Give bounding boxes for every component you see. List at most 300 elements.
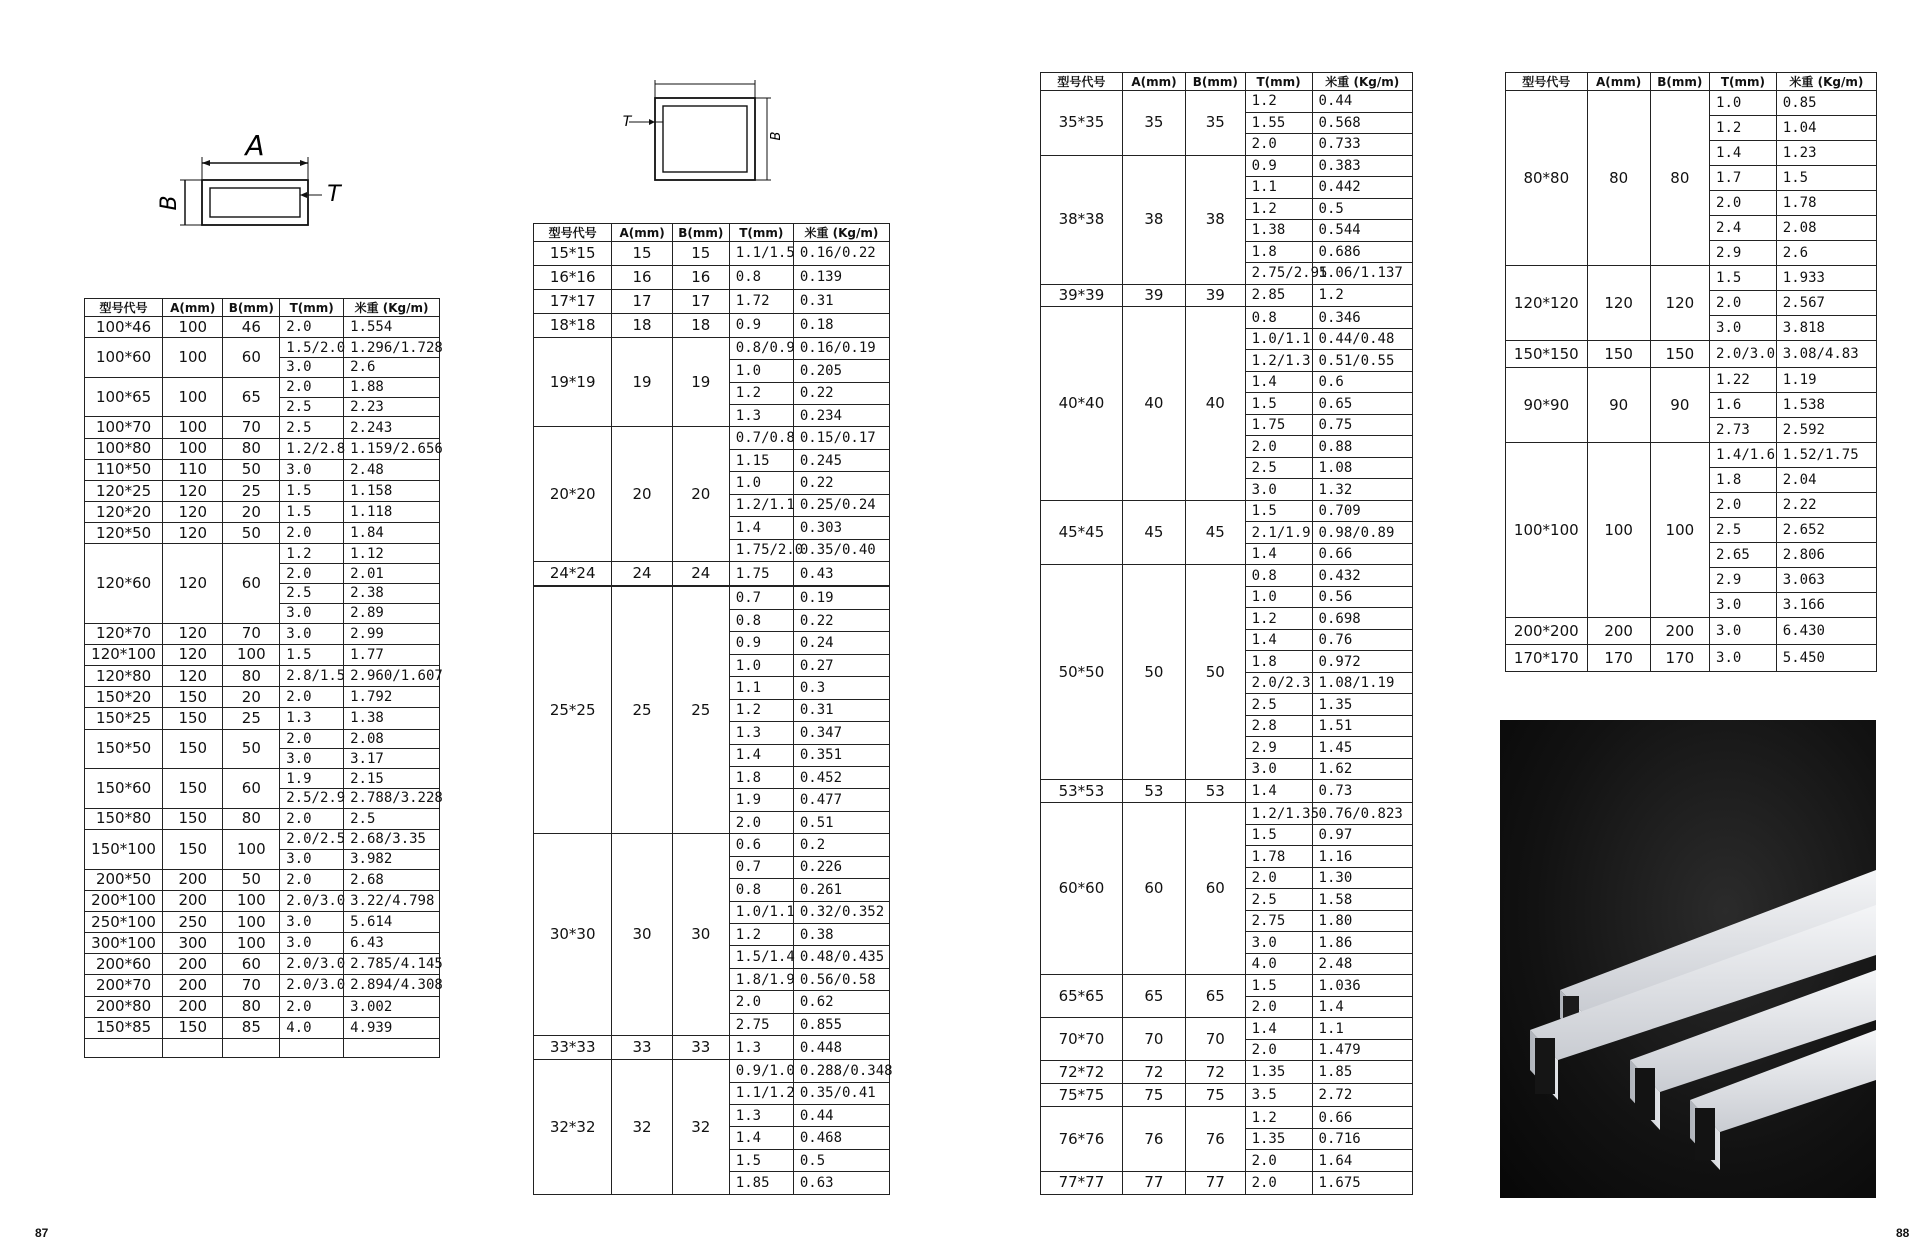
thickness-cell: 1.0: [1245, 586, 1312, 608]
weight-cell: 0.65: [1312, 393, 1412, 415]
weight-cell: 0.234: [793, 405, 889, 427]
thickness-cell: 2.0/3.0: [280, 975, 344, 996]
weight-cell: 2.99: [344, 623, 440, 644]
weight-cell: 0.432: [1312, 565, 1412, 587]
weight-cell: 0.22: [793, 609, 889, 631]
weight-cell: 0.76: [1312, 629, 1412, 651]
thickness-cell: 0.9: [729, 313, 793, 337]
model-cell: 16*16: [534, 265, 612, 289]
weight-cell: 0.698: [1312, 608, 1412, 630]
thickness-cell: 1.1/1.2: [729, 1082, 793, 1104]
thickness-cell: 2.0: [729, 811, 793, 833]
b-cell: 77: [1186, 1171, 1246, 1194]
thickness-cell: 2.73: [1710, 418, 1777, 443]
weight-cell: 1.35: [1312, 694, 1412, 716]
page-number-left: 87: [35, 1226, 49, 1240]
weight-cell: 2.48: [1312, 953, 1412, 975]
weight-cell: 2.15: [344, 769, 440, 789]
header-b: B(mm): [223, 299, 280, 317]
weight-cell: 2.785/4.145: [344, 954, 440, 975]
table-row: [534, 289, 890, 313]
weight-cell: 0.544: [1312, 220, 1412, 242]
thickness-cell: 2.5: [1245, 889, 1312, 911]
diagram-t-label: T: [327, 182, 341, 207]
thickness-cell: 1.3: [729, 1105, 793, 1127]
b-cell: 19: [672, 337, 729, 427]
b-cell: 53: [1186, 780, 1246, 803]
weight-cell: 3.063: [1776, 568, 1876, 593]
thickness-cell: 2.5: [280, 397, 344, 417]
thickness-cell: 2.9: [1245, 737, 1312, 759]
table-row: [85, 954, 440, 975]
model-cell: 120*20: [85, 502, 163, 523]
a-cell: 150: [163, 829, 223, 869]
a-cell: 17: [612, 289, 673, 313]
weight-cell: 1.62: [1312, 758, 1412, 780]
weight-cell: 0.97: [1312, 824, 1412, 846]
weight-cell: 1.08/1.19: [1312, 672, 1412, 694]
thickness-cell: 1.3: [280, 708, 344, 729]
weight-cell: 0.22: [793, 472, 889, 494]
model-cell: 80*80: [1506, 91, 1588, 266]
thickness-cell: 2.0: [280, 377, 344, 397]
model-cell: 45*45: [1041, 500, 1123, 565]
thickness-cell: 1.7: [1710, 166, 1777, 191]
weight-cell: 0.568: [1312, 112, 1412, 134]
thickness-cell: 2.0: [280, 808, 344, 829]
thickness-cell: 1.2: [729, 924, 793, 946]
thickness-cell: 1.5: [1245, 975, 1312, 997]
thickness-cell: 1.2: [729, 382, 793, 404]
thickness-cell: 1.72: [729, 289, 793, 313]
thickness-cell: 1.9: [729, 789, 793, 811]
weight-cell: 0.44: [1312, 91, 1412, 113]
model-cell: 120*50: [85, 523, 163, 544]
b-cell: 60: [223, 544, 280, 623]
b-cell: 50: [223, 729, 280, 769]
model-cell: 100*60: [85, 338, 163, 378]
weight-cell: 2.6: [344, 357, 440, 377]
b-cell: 80: [1650, 91, 1709, 266]
model-cell: 150*150: [1506, 341, 1588, 368]
weight-cell: 1.792: [344, 687, 440, 708]
thickness-cell: 1.4: [1710, 141, 1777, 166]
b-cell: 80: [223, 808, 280, 829]
table-row: [85, 808, 440, 829]
model-cell: 32*32: [534, 1060, 612, 1195]
header-b: B(mm): [1650, 73, 1709, 91]
model-cell: 100*70: [85, 417, 163, 438]
weight-cell: 0.44/0.48: [1312, 328, 1412, 350]
b-cell: 16: [672, 265, 729, 289]
weight-cell: 0.73: [1312, 780, 1412, 803]
thickness-cell: 1.5: [280, 502, 344, 523]
table-row: [534, 265, 890, 289]
b-cell: 60: [223, 954, 280, 975]
table-row: [534, 313, 890, 337]
a-cell: 200: [163, 954, 223, 975]
thickness-cell: 1.2/1.3: [1245, 350, 1312, 372]
weight-cell: 1.32: [1312, 479, 1412, 501]
b-cell: 100: [223, 933, 280, 954]
header-b: B(mm): [672, 224, 729, 242]
thickness-cell: 1.38: [1245, 220, 1312, 242]
weight-cell: 5.450: [1776, 645, 1876, 672]
model-cell: 100*80: [85, 438, 163, 459]
model-cell: 30*30: [534, 834, 612, 1036]
thickness-cell: 3.0: [280, 749, 344, 769]
thickness-cell: 2.0: [280, 687, 344, 708]
model-cell: 15*15: [534, 242, 612, 266]
weight-cell: 0.245: [793, 449, 889, 471]
header-weight: 米重 (Kg/m): [344, 299, 440, 317]
weight-cell: 1.80: [1312, 910, 1412, 932]
thickness-cell: 1.5: [1245, 500, 1312, 522]
table-row: [85, 933, 440, 954]
a-cell: 120: [163, 523, 223, 544]
weight-cell: 0.733: [1312, 134, 1412, 156]
b-cell: 50: [223, 869, 280, 890]
thickness-cell: 1.35: [1245, 1128, 1312, 1150]
table-row: [85, 687, 440, 708]
thickness-cell: 1.1: [729, 677, 793, 699]
weight-cell: 2.38: [344, 584, 440, 604]
thickness-cell: 3.0: [1710, 593, 1777, 618]
model-cell: 90*90: [1506, 368, 1588, 443]
model-cell: 150*80: [85, 808, 163, 829]
thickness-cell: 2.8/1.5: [280, 666, 344, 687]
thickness-cell: 2.5: [1710, 518, 1777, 543]
model-cell: 33*33: [534, 1036, 612, 1060]
weight-cell: 0.31: [793, 289, 889, 313]
thickness-cell: 1.2/2.8: [280, 438, 344, 459]
model-cell: 53*53: [1041, 780, 1123, 803]
thickness-cell: 1.8/1.9: [729, 968, 793, 990]
b-cell: 150: [1650, 341, 1709, 368]
b-cell: 90: [1650, 368, 1709, 443]
model-cell: 38*38: [1041, 155, 1123, 284]
thickness-cell: 1.75/2.0: [729, 539, 793, 561]
table-header-row: [85, 299, 440, 317]
model-cell: 250*100: [85, 911, 163, 932]
thickness-cell: 1.2: [1245, 608, 1312, 630]
weight-cell: 2.01: [344, 564, 440, 584]
model-cell: 150*25: [85, 708, 163, 729]
a-cell: 19: [612, 337, 673, 427]
a-cell: 120: [163, 666, 223, 687]
empty-cell: [85, 1039, 163, 1058]
thickness-cell: 1.78: [1245, 846, 1312, 868]
thickness-cell: 1.5: [1710, 266, 1777, 291]
table-row: [1041, 91, 1413, 113]
empty-cell: [344, 1039, 440, 1058]
thickness-cell: 2.65: [1710, 543, 1777, 568]
model-cell: 150*20: [85, 687, 163, 708]
weight-cell: 1.12: [344, 544, 440, 564]
weight-cell: 0.56/0.58: [793, 968, 889, 990]
table-row: [534, 1036, 890, 1060]
weight-cell: 0.44: [793, 1105, 889, 1127]
weight-cell: 1.88: [344, 377, 440, 397]
weight-cell: 5.614: [344, 911, 440, 932]
table-row: [1506, 341, 1877, 368]
header-a: A(mm): [1587, 73, 1650, 91]
weight-cell: 0.48/0.435: [793, 946, 889, 968]
weight-cell: 1.118: [344, 502, 440, 523]
a-cell: 40: [1122, 307, 1185, 501]
weight-cell: 1.16: [1312, 846, 1412, 868]
weight-cell: 0.383: [1312, 155, 1412, 177]
thickness-cell: 2.0: [1245, 867, 1312, 889]
square-spec-table-3: [1505, 72, 1877, 672]
weight-cell: 0.38: [793, 924, 889, 946]
thickness-cell: 2.0: [1245, 1039, 1312, 1061]
weight-cell: 0.972: [1312, 651, 1412, 673]
empty-cell: [223, 1039, 280, 1058]
b-cell: 45: [1186, 500, 1246, 565]
thickness-cell: 1.0/1.1: [1245, 328, 1312, 350]
square-diagram-t-label: T: [622, 114, 632, 130]
model-cell: 50*50: [1041, 565, 1123, 780]
a-cell: 75: [1122, 1084, 1185, 1107]
thickness-cell: 2.8: [1245, 715, 1312, 737]
thickness-cell: 1.4: [729, 1127, 793, 1149]
weight-cell: 0.63: [793, 1172, 889, 1195]
header-t: T(mm): [280, 299, 344, 317]
weight-cell: 0.75: [1312, 414, 1412, 436]
header-weight: 米重 (Kg/m): [1312, 73, 1412, 91]
model-cell: 24*24: [534, 562, 612, 586]
weight-cell: 3.982: [344, 849, 440, 869]
b-cell: 80: [223, 666, 280, 687]
header-a: A(mm): [163, 299, 223, 317]
weight-cell: 0.303: [793, 517, 889, 539]
thickness-cell: 0.6: [729, 834, 793, 856]
weight-cell: 0.35/0.41: [793, 1082, 889, 1104]
weight-cell: 1.1: [1312, 1018, 1412, 1040]
thickness-cell: 1.2: [729, 699, 793, 721]
weight-cell: 3.17: [344, 749, 440, 769]
weight-cell: 0.347: [793, 722, 889, 744]
weight-cell: 0.66: [1312, 543, 1412, 565]
thickness-cell: 1.8: [729, 766, 793, 788]
thickness-cell: 1.8: [1245, 651, 1312, 673]
a-cell: 150: [163, 769, 223, 809]
thickness-cell: 1.2: [1245, 198, 1312, 220]
b-cell: 76: [1186, 1107, 1246, 1172]
model-cell: 100*65: [85, 377, 163, 417]
a-cell: 200: [1587, 618, 1650, 645]
a-cell: 70: [1122, 1018, 1185, 1061]
square-spec-table-2: [1040, 72, 1413, 1195]
thickness-cell: 0.9: [1245, 155, 1312, 177]
weight-cell: 0.66: [1312, 1107, 1412, 1129]
a-cell: 100: [163, 417, 223, 438]
b-cell: 60: [223, 769, 280, 809]
thickness-cell: 2.0: [1245, 134, 1312, 156]
square-profile-diagram: [615, 70, 790, 190]
weight-cell: 2.894/4.308: [344, 975, 440, 996]
table-row: [1506, 618, 1877, 645]
weight-cell: 2.08: [1776, 216, 1876, 241]
model-cell: 25*25: [534, 587, 612, 834]
thickness-cell: 2.0: [280, 869, 344, 890]
model-cell: 120*120: [1506, 266, 1588, 341]
b-cell: 40: [1186, 307, 1246, 501]
thickness-cell: 3.0: [280, 849, 344, 869]
table-row: [85, 1017, 440, 1038]
a-cell: 200: [163, 996, 223, 1017]
a-cell: 250: [163, 911, 223, 932]
thickness-cell: 2.1/1.9: [1245, 522, 1312, 544]
a-cell: 100: [163, 438, 223, 459]
weight-cell: 0.51: [793, 811, 889, 833]
table-row: [1041, 284, 1413, 307]
thickness-cell: 0.8: [729, 265, 793, 289]
table-row: [85, 644, 440, 665]
weight-cell: 1.04: [1776, 116, 1876, 141]
thickness-cell: 2.0: [280, 564, 344, 584]
b-cell: 20: [672, 427, 729, 562]
a-cell: 120: [163, 644, 223, 665]
b-cell: 75: [1186, 1084, 1246, 1107]
b-cell: 100: [223, 911, 280, 932]
header-b: B(mm): [1186, 73, 1246, 91]
thickness-cell: 3.0: [280, 623, 344, 644]
b-cell: 25: [672, 587, 729, 834]
thickness-cell: 1.5: [729, 1149, 793, 1171]
a-cell: 150: [163, 708, 223, 729]
weight-cell: 1.85: [1312, 1061, 1412, 1084]
b-cell: 50: [1186, 565, 1246, 780]
weight-cell: 0.19: [793, 587, 889, 609]
table-row: [85, 708, 440, 729]
b-cell: 72: [1186, 1061, 1246, 1084]
a-cell: 120: [163, 623, 223, 644]
weight-cell: 0.27: [793, 654, 889, 676]
table-row: [85, 666, 440, 687]
model-cell: 65*65: [1041, 975, 1123, 1018]
thickness-cell: 1.4/1.6: [1710, 443, 1777, 468]
weight-cell: 0.35/0.40: [793, 539, 889, 561]
weight-cell: 0.205: [793, 360, 889, 382]
header-a: A(mm): [1122, 73, 1185, 91]
model-cell: 18*18: [534, 313, 612, 337]
b-cell: 18: [672, 313, 729, 337]
thickness-cell: 1.0/1.1: [729, 901, 793, 923]
thickness-cell: 1.0: [729, 654, 793, 676]
a-cell: 76: [1122, 1107, 1185, 1172]
model-cell: 40*40: [1041, 307, 1123, 501]
model-cell: 120*25: [85, 480, 163, 501]
weight-cell: 3.166: [1776, 593, 1876, 618]
a-cell: 30: [612, 834, 673, 1036]
table-row: [1041, 500, 1413, 522]
thickness-cell: 1.55: [1245, 112, 1312, 134]
thickness-cell: 1.5: [1245, 393, 1312, 415]
table-row: [534, 562, 890, 586]
weight-cell: 2.788/3.228: [344, 788, 440, 808]
weight-cell: 2.243: [344, 417, 440, 438]
table-row: [534, 242, 890, 266]
rect-spec-table: [84, 298, 443, 1058]
model-cell: 17*17: [534, 289, 612, 313]
thickness-cell: 0.8: [1245, 565, 1312, 587]
a-cell: 120: [163, 544, 223, 623]
weight-cell: 0.51/0.55: [1312, 350, 1412, 372]
weight-cell: 1.78: [1776, 191, 1876, 216]
b-cell: 50: [223, 459, 280, 480]
thickness-cell: 1.0: [729, 360, 793, 382]
table-row: [85, 459, 440, 480]
model-cell: 39*39: [1041, 284, 1123, 307]
a-cell: 38: [1122, 155, 1185, 284]
model-cell: 76*76: [1041, 1107, 1123, 1172]
model-cell: 20*20: [534, 427, 612, 562]
thickness-cell: 1.4: [1245, 1018, 1312, 1040]
weight-cell: 0.448: [793, 1036, 889, 1060]
b-cell: 80: [223, 438, 280, 459]
thickness-cell: 3.0: [1710, 618, 1777, 645]
weight-cell: 0.261: [793, 879, 889, 901]
model-cell: 120*60: [85, 544, 163, 623]
weight-cell: 0.226: [793, 856, 889, 878]
table-row: [85, 338, 440, 358]
table-row: [85, 502, 440, 523]
weight-cell: 0.85: [1776, 91, 1876, 116]
thickness-cell: 1.4: [1245, 371, 1312, 393]
table-row: [85, 544, 440, 564]
thickness-cell: 2.0: [280, 729, 344, 749]
weight-cell: 0.56: [1312, 586, 1412, 608]
model-cell: 200*70: [85, 975, 163, 996]
a-cell: 24: [612, 562, 673, 586]
a-cell: 100: [163, 317, 223, 338]
a-cell: 200: [163, 890, 223, 911]
weight-cell: 0.5: [793, 1149, 889, 1171]
thickness-cell: 1.4: [1245, 629, 1312, 651]
table-row: [1041, 1084, 1413, 1107]
b-cell: 85: [223, 1017, 280, 1038]
a-cell: 77: [1122, 1171, 1185, 1194]
weight-cell: 1.4: [1312, 996, 1412, 1018]
a-cell: 170: [1587, 645, 1650, 672]
thickness-cell: 3.0: [1245, 932, 1312, 954]
a-cell: 35: [1122, 91, 1185, 156]
b-cell: 50: [223, 523, 280, 544]
a-cell: 15: [612, 242, 673, 266]
thickness-cell: 3.0: [280, 911, 344, 932]
weight-cell: 0.452: [793, 766, 889, 788]
weight-cell: 2.23: [344, 397, 440, 417]
header-model: 型号代号: [534, 224, 612, 242]
model-cell: 110*50: [85, 459, 163, 480]
a-cell: 150: [1587, 341, 1650, 368]
table-row: [85, 623, 440, 644]
thickness-cell: 2.75/2.95: [1245, 263, 1312, 285]
table-row: [1041, 803, 1413, 825]
thickness-cell: 2.0: [729, 991, 793, 1013]
b-cell: 32: [672, 1060, 729, 1195]
weight-cell: 0.16/0.19: [793, 337, 889, 359]
table-row: [85, 438, 440, 459]
table-row: [534, 427, 890, 449]
diagram-a-label: A: [245, 129, 265, 162]
thickness-cell: 1.4: [1245, 543, 1312, 565]
model-cell: 100*100: [1506, 443, 1588, 618]
a-cell: 110: [163, 459, 223, 480]
thickness-cell: 1.2/1.35: [1245, 803, 1312, 825]
